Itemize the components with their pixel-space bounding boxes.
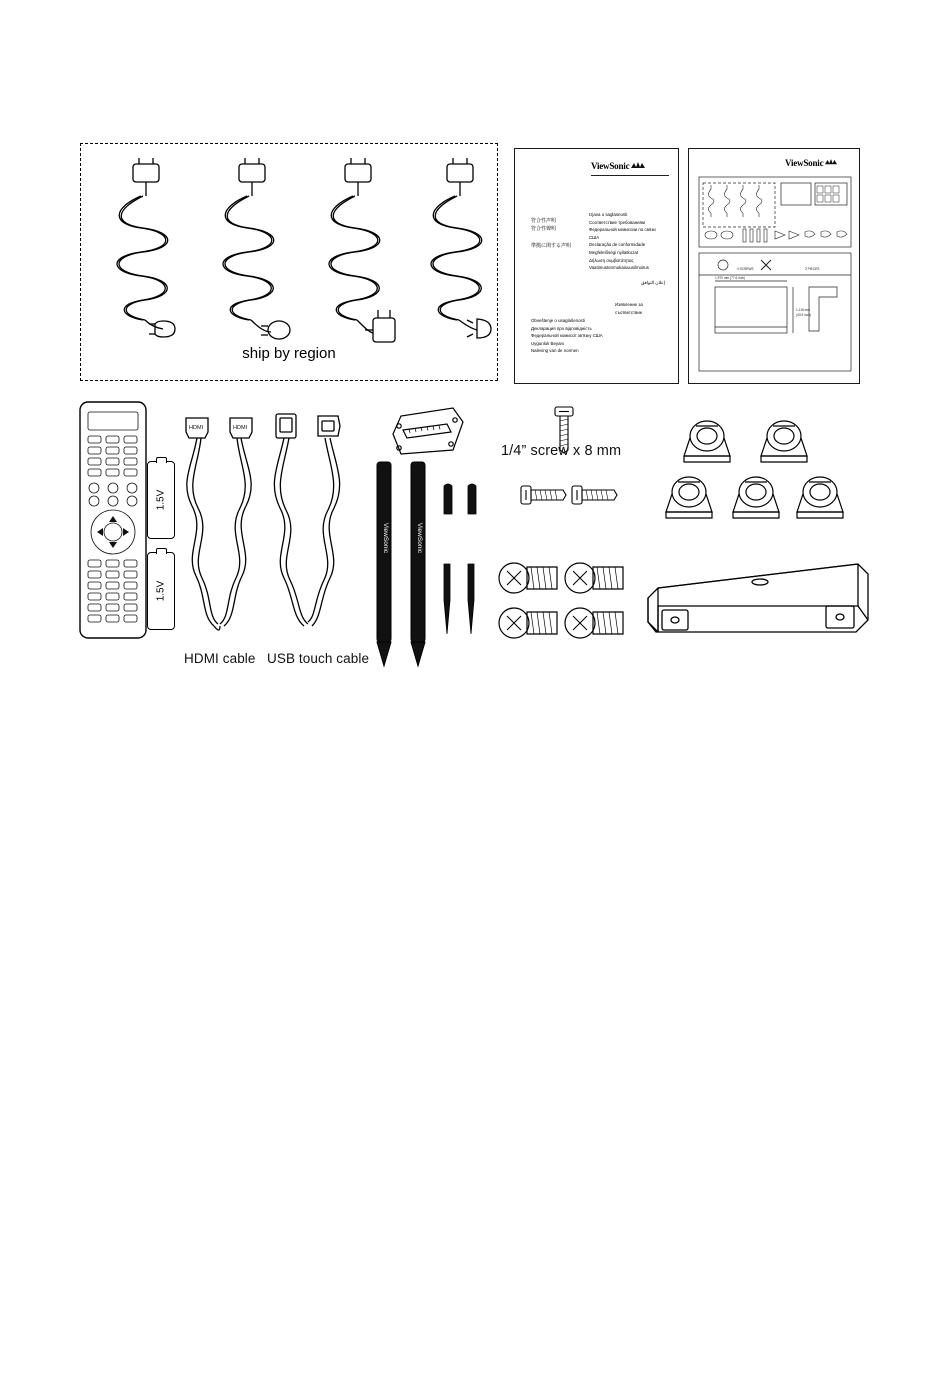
quarter-inch-screw-right	[570, 478, 618, 512]
svg-text:4 SCREWS: 4 SCREWS	[737, 267, 754, 271]
pen-tip-2	[465, 482, 479, 518]
stylus-pen-1	[373, 460, 395, 670]
pen-tip-4	[463, 562, 479, 638]
body-line: Федеральной комиссии по связи США	[589, 227, 656, 240]
body-line: Декларация про відповідність	[531, 325, 592, 331]
heading-ja: 準拠に関する声明	[531, 243, 572, 249]
battery-label: 1.5V	[155, 580, 167, 602]
machine-screw-4	[563, 600, 629, 646]
body-line: Δήλωση συμβατότητας	[589, 257, 634, 263]
rs232-adapter	[385, 404, 471, 464]
battery-2	[147, 552, 175, 630]
svg-text:HDMI: HDMI	[189, 425, 204, 431]
quarter-inch-screw-left	[519, 478, 567, 512]
svg-text:1,115 mm: 1,115 mm	[796, 308, 810, 312]
body-line-ar: إعلان التوافق	[640, 279, 665, 285]
cable-clip-1	[678, 416, 736, 468]
cable-clip-3	[660, 472, 718, 524]
compliance-body-bottom	[531, 317, 665, 355]
battery-terminal	[156, 548, 167, 554]
quick-start-guide	[688, 148, 860, 384]
note-line: Изявление за съответствие	[615, 302, 643, 315]
viewsonic-bird-icon	[631, 162, 645, 170]
power-cord-eu	[209, 158, 305, 348]
body-line: Uygunluk Beyanı	[531, 340, 565, 346]
viewsonic-logo-qsg	[785, 158, 839, 168]
compliance-sheet	[514, 148, 679, 384]
machine-screw-2	[563, 555, 629, 601]
body-line: Vaatimustenmukaisuusilmoitus	[589, 265, 649, 271]
quarter-screw-label: 1/4” screw x 8 mm	[501, 443, 622, 459]
compliance-body-top	[589, 211, 665, 286]
body-line: Федеральной комиссії зв'язку США	[531, 333, 603, 339]
hdmi-cable-label: HDMI cable	[184, 651, 256, 666]
compliance-headings	[531, 217, 573, 250]
ship-by-region-caption: ship by region	[242, 345, 336, 362]
stylus-pen-2	[407, 460, 429, 670]
power-cord-uk	[315, 158, 411, 348]
body-line: Naleving van de normen	[531, 348, 579, 354]
compliance-note	[615, 301, 667, 316]
pen-tip-3	[439, 562, 455, 638]
pen-tip-1	[441, 482, 455, 518]
machine-screw-3	[497, 600, 563, 646]
hdmi-cable	[178, 410, 262, 645]
cable-clip-5	[791, 472, 849, 524]
heading-zh-s: 符合性声明	[531, 218, 557, 224]
svg-text:HDMI: HDMI	[233, 425, 248, 431]
qsg-diagram	[697, 175, 853, 375]
power-cords-group	[80, 143, 498, 381]
camera-mount-bracket	[644, 558, 874, 650]
body-line: Megfelelőségi nyilatkozat	[589, 249, 639, 255]
svg-text:(43.9 inch): (43.9 inch)	[796, 313, 812, 317]
usb-touch-cable-label: USB touch cable	[267, 651, 370, 666]
viewsonic-logo	[591, 161, 645, 171]
remote-control	[78, 400, 148, 640]
viewsonic-wordmark: ViewSonic	[591, 161, 630, 171]
power-cord-au	[417, 158, 513, 348]
body-line: Obveštenje o usaglašenosti	[531, 318, 585, 323]
svg-text:ViewSonic: ViewSonic	[382, 522, 389, 554]
body-line: Izjava o sagla​snosti	[589, 212, 628, 217]
body-line: Declaração de conformidade	[589, 242, 646, 248]
logo-underline	[591, 175, 669, 176]
power-cord-us	[103, 158, 199, 348]
battery-label: 1.5V	[155, 489, 167, 511]
viewsonic-bird-icon-qsg	[825, 159, 839, 167]
viewsonic-wordmark-qsg: ViewSonic	[785, 158, 824, 168]
svg-text:2 PIECES: 2 PIECES	[805, 267, 820, 271]
battery-1	[147, 461, 175, 539]
body-line: Соответствие требованиям	[589, 219, 645, 225]
machine-screw-1	[497, 555, 563, 601]
usb-touch-cable	[268, 408, 348, 646]
battery-terminal	[156, 457, 167, 463]
svg-text:ViewSonic: ViewSonic	[416, 522, 423, 554]
heading-zh-t: 符合性聲明	[531, 226, 557, 232]
svg-text:1,970 mm (77.6 inch): 1,970 mm (77.6 inch)	[715, 276, 746, 280]
cable-clip-4	[727, 472, 785, 524]
cable-clip-2	[755, 416, 813, 468]
